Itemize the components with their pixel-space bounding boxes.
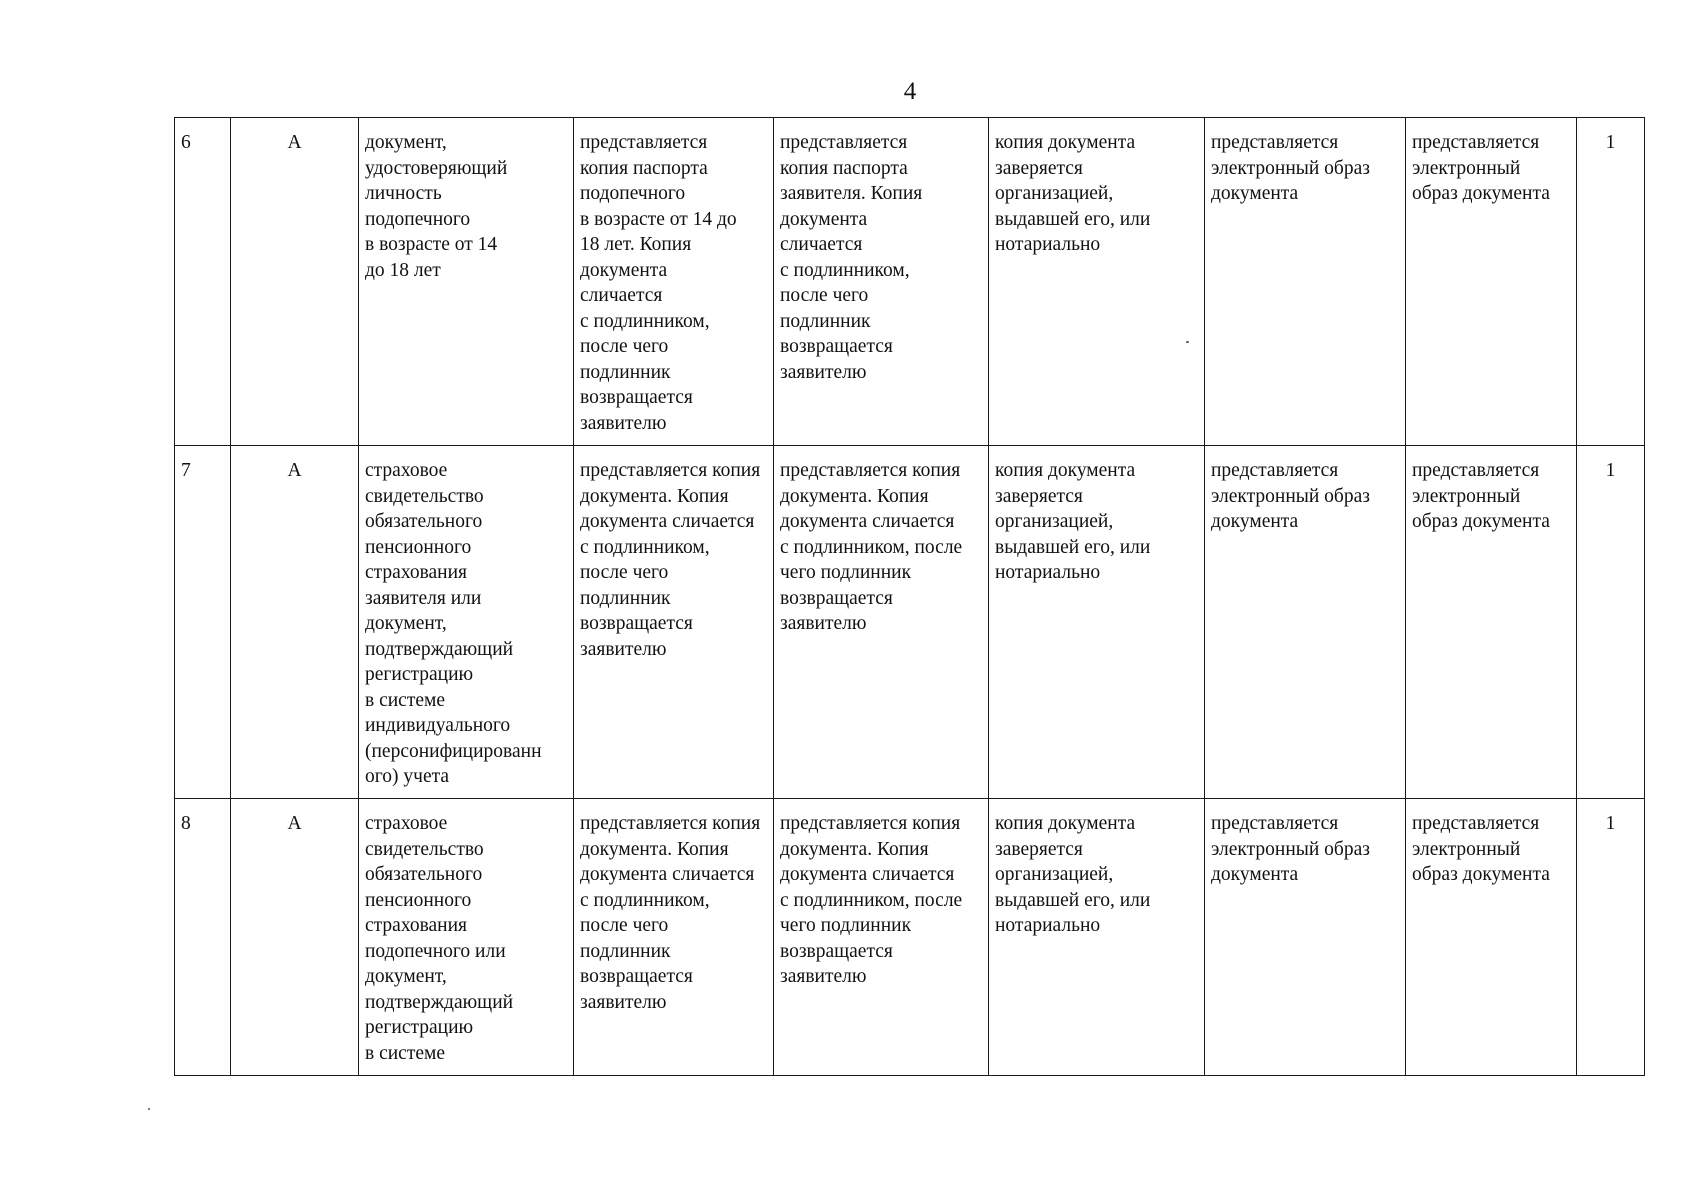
- scan-speck: [1186, 341, 1189, 343]
- electronic-submission-alt: представляется электронный образ документа: [1406, 799, 1577, 1076]
- row-number: 6: [175, 118, 231, 446]
- page-number: 4: [903, 78, 917, 105]
- electronic-submission-alt: представляется электронный образ документа: [1406, 446, 1577, 799]
- copy-requirement-applicant: представляется копия документа. Копия документа сличается с подлинником, после чего подлинник возвращается заявителю: [774, 799, 989, 1076]
- table-row: [175, 446, 1645, 799]
- document-name: страховое свидетельство обязательного пенсионного страхования заявителя или документ, подтверждающий регистрацию в системе индивидуального (персонифицированн ого) учета: [359, 446, 574, 799]
- document-name: страховое свидетельство обязательного пенсионного страхования подопечного или документ, подтверждающий регистрацию в системе: [359, 799, 574, 1076]
- copy-requirement-applicant: представляется копия паспорта заявителя. Копия документа сличается с подлинником, после чего подлинник возвращается заявителю: [774, 118, 989, 446]
- copies-count: 1: [1577, 799, 1645, 1076]
- table-row: [175, 118, 1645, 446]
- document-name: документ, удостоверяющий личность подопечного в возрасте от 14 до 18 лет: [359, 118, 574, 446]
- certification-requirement: копия документа заверяется организацией, выдавшей его, или нотариально: [989, 799, 1205, 1076]
- category-code: А: [231, 799, 359, 1076]
- certification-requirement: копия документа заверяется организацией, выдавшей его, или нотариально: [989, 118, 1205, 446]
- electronic-submission: представляется электронный образ документа: [1205, 799, 1406, 1076]
- copy-requirement-applicant: представляется копия документа. Копия документа сличается с подлинником, после чего подлинник возвращается заявителю: [774, 446, 989, 799]
- row-number: 7: [175, 446, 231, 799]
- electronic-submission-alt: представляется электронный образ документа: [1406, 118, 1577, 446]
- copies-count: 1: [1577, 446, 1645, 799]
- category-code: А: [231, 446, 359, 799]
- table-row: [175, 799, 1645, 1076]
- electronic-submission: представляется электронный образ документа: [1205, 446, 1406, 799]
- copy-requirement-ward: представляется копия документа. Копия документа сличается с подлинником, после чего подлинник возвращается заявителю: [574, 799, 774, 1076]
- copy-requirement-ward: представляется копия документа. Копия документа сличается с подлинником, после чего подлинник возвращается заявителю: [574, 446, 774, 799]
- requirements-table: [174, 117, 1645, 1076]
- scan-speck: [148, 1108, 150, 1110]
- category-code: А: [231, 118, 359, 446]
- electronic-submission: представляется электронный образ документа: [1205, 118, 1406, 446]
- copy-requirement-ward: представляется копия паспорта подопечного в возрасте от 14 до 18 лет. Копия документа сличается с подлинником, после чего подлинник возвращается заявителю: [574, 118, 774, 446]
- copies-count: 1: [1577, 118, 1645, 446]
- row-number: 8: [175, 799, 231, 1076]
- certification-requirement: копия документа заверяется организацией, выдавшей его, или нотариально: [989, 446, 1205, 799]
